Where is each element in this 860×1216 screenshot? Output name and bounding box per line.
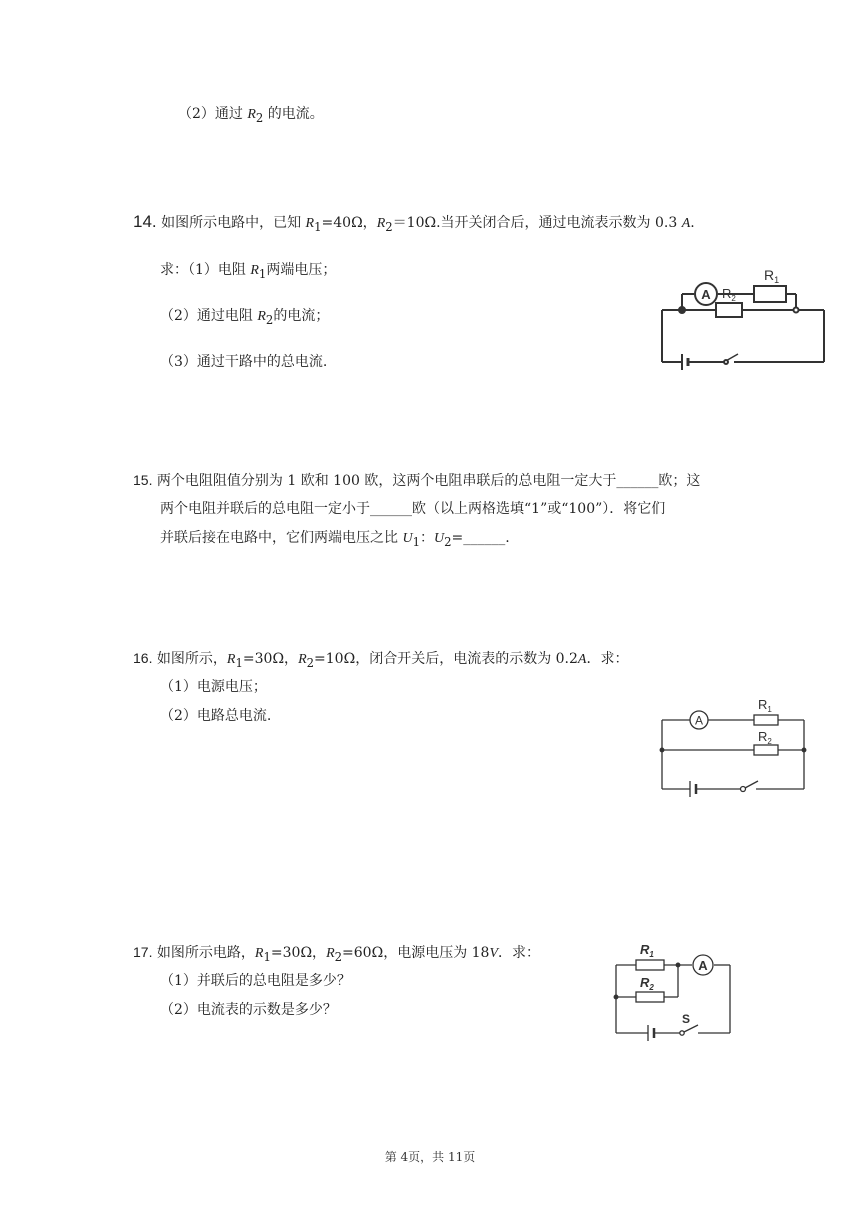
svg-text:S: S (682, 1012, 691, 1026)
q17-ammeter (693, 955, 713, 975)
q17-battery (648, 1025, 654, 1041)
q17-switch (680, 1012, 698, 1035)
q16-ammeter (690, 711, 708, 729)
question-number: 17. (133, 944, 153, 960)
question-number: 14. (133, 212, 157, 231)
q16-part2: （2）电路总电流. (160, 708, 272, 724)
q16-part1: （1）电源电压； (160, 679, 267, 695)
q16-r2-label: $R_2$ (758, 729, 772, 746)
q16-r1-label: $R_1$ (758, 697, 772, 714)
q17-resistor-r1 (636, 942, 664, 970)
q16-wire-middle (660, 720, 806, 789)
q17-r2-label: $R_2$ (640, 975, 654, 992)
q16-stem: 16. 如图所示，$R_1=30\Omega$，$R_2=10\Omega$，闭合开关后，电流表的示数为 0.2A．求： (133, 650, 629, 670)
q17-r1-label: $R_1$ (640, 942, 654, 959)
q16-resistor-r2 (754, 729, 778, 755)
q16-switch (741, 781, 759, 792)
q14-stem: 14. 如图所示电路中，已知 $R_1=40\Omega$，$R_2=10\Omega$.当开关闭合后，通过电流表示数为 0.3 A. (133, 212, 695, 234)
q15-line3: 并联后接在电路中，它们两端电压之比 $U_1$：$U_2=\_\_\_\_\_\_$. (160, 530, 510, 549)
q14-ammeter (695, 283, 717, 305)
q14-part2: （2）通过电阻 $R_2$的电流； (160, 308, 330, 327)
q16-circuit-diagram (658, 694, 808, 798)
q17-resistor-r2 (636, 975, 664, 1002)
q14-part1: 求：（1）电阻 $R_1$两端电压； (160, 262, 337, 281)
q17-part2: （2）电流表的示数是多少？ (160, 1002, 337, 1018)
svg-text:A: A (701, 287, 711, 302)
q13-part2: （2）通过 $R_2$ 的电流。 (178, 106, 324, 125)
q14-part3: （3）通过干路中的总电流. (160, 354, 328, 370)
q14-resistor-r1 (754, 267, 786, 302)
q14-circuit-diagram (658, 266, 828, 374)
q16-resistor-r1 (754, 697, 778, 725)
q17-circuit-diagram (612, 940, 736, 1040)
question-number: 16. (133, 650, 153, 666)
q14-r1-label: $R_1$ (764, 267, 780, 285)
page-footer: 第 4页，共 11页 (384, 1150, 476, 1164)
q14-r2-label: $R_2$ (722, 286, 736, 303)
q14-resistor-r2 (716, 286, 742, 317)
q17-stem: 17. 如图所示电路，$R_1=30\Omega$，$R_2=60\Omega$，电源电压为 18V．求： (133, 944, 541, 964)
question-number: 15. (133, 472, 153, 488)
q17-part1: （1）并联后的总电阻是多少？ (160, 973, 351, 989)
q16-battery (690, 781, 696, 797)
svg-text:A: A (694, 713, 704, 728)
q17-wire-loop (614, 963, 730, 1033)
svg-text:A: A (698, 958, 708, 973)
q15-line1: 15. 两个电阻阻值分别为 1 欧和 100 欧，这两个电阻串联后的总电阻一定大于______欧；这 (133, 472, 701, 489)
q15-line2: 两个电阻并联后的总电阻一定小于______欧（以上两格选填“1”或“100”）．将它们 (160, 501, 666, 517)
q14-battery (682, 354, 688, 370)
